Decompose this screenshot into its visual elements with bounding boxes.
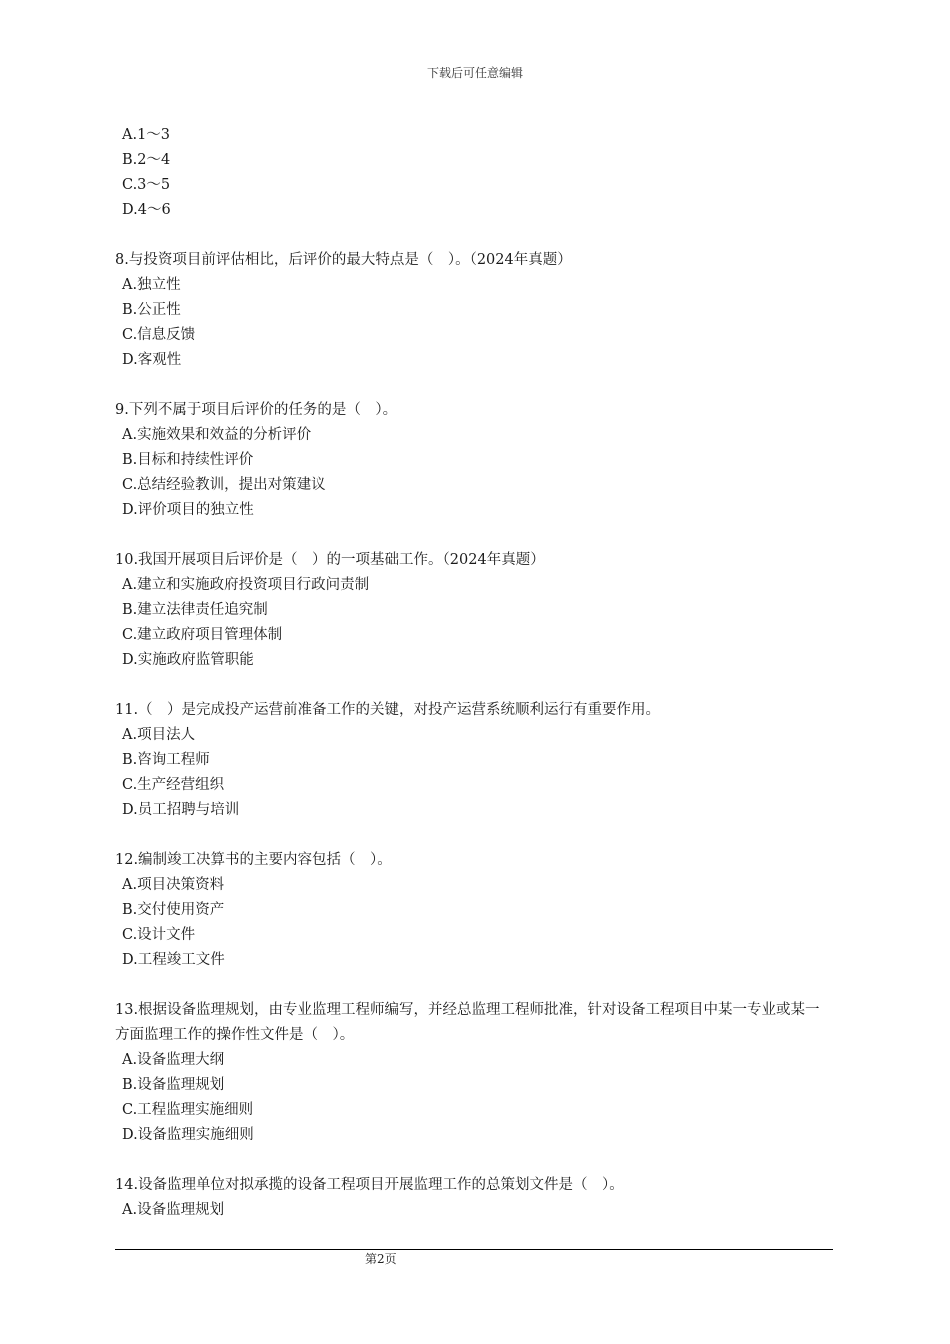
question-text: 11.（ ）是完成投产运营前准备工作的关键，对投产运营系统顺利运行有重要作用。 bbox=[115, 702, 661, 718]
option-b: B.目标和持续性评价 bbox=[122, 452, 254, 468]
question-block-13 bbox=[115, 998, 833, 1148]
question-text: 12.编制竣工决算书的主要内容包括（ ）。 bbox=[115, 852, 392, 868]
option-c: C.3～5 bbox=[122, 177, 171, 193]
document-body bbox=[115, 123, 833, 1248]
question-text: 9.下列不属于项目后评价的任务的是（ ）。 bbox=[115, 402, 398, 418]
question-block-8 bbox=[115, 248, 833, 373]
option-a: A.实施效果和效益的分析评价 bbox=[122, 427, 312, 443]
question-text: 14.设备监理单位对拟承揽的设备工程项目开展监理工作的总策划文件是（ ）。 bbox=[115, 1177, 624, 1193]
page-header: 下载后可任意编辑 bbox=[426, 66, 523, 80]
option-d: D.员工招聘与培训 bbox=[122, 802, 240, 818]
option-c: C.设计文件 bbox=[122, 927, 196, 943]
option-a: A.独立性 bbox=[122, 277, 181, 293]
option-a: A.1～3 bbox=[122, 127, 171, 143]
question-block-11 bbox=[115, 698, 833, 823]
option-b: B.设备监理规划 bbox=[122, 1077, 225, 1093]
question-text: 13.根据设备监理规划，由专业监理工程师编写，并经总监理工程师批准，针对设备工程项目中某一专业或某一方面监理工作的操作性文件是（ ）。 bbox=[115, 1002, 820, 1043]
option-d: D.客观性 bbox=[122, 352, 182, 368]
option-c: C.生产经营组织 bbox=[122, 777, 225, 793]
page-number: 第2页 bbox=[365, 1252, 397, 1266]
option-a: A.设备监理规划 bbox=[122, 1202, 225, 1218]
option-d: D.设备监理实施细则 bbox=[122, 1127, 254, 1143]
question-block-10 bbox=[115, 548, 833, 673]
footer-divider bbox=[115, 1249, 833, 1250]
option-a: A.设备监理大纲 bbox=[122, 1052, 225, 1068]
option-b: B.建立法律责任追究制 bbox=[122, 602, 268, 618]
question-text: 8.与投资项目前评估相比，后评价的最大特点是（ ）。（2024年真题） bbox=[115, 252, 572, 268]
question-block-12 bbox=[115, 848, 833, 973]
option-b: B.2～4 bbox=[122, 152, 171, 168]
option-d: D.评价项目的独立性 bbox=[122, 502, 254, 518]
question-block-14 bbox=[115, 1173, 833, 1223]
question-block-9 bbox=[115, 398, 833, 523]
option-b: B.咨询工程师 bbox=[122, 752, 210, 768]
option-d: D.实施政府监管职能 bbox=[122, 652, 254, 668]
option-c: C.建立政府项目管理体制 bbox=[122, 627, 283, 643]
option-d: D.工程竣工文件 bbox=[122, 952, 225, 968]
question-text: 10.我国开展项目后评价是（ ）的一项基础工作。（2024年真题） bbox=[115, 552, 545, 568]
option-b: B.公正性 bbox=[122, 302, 181, 318]
option-a: A.建立和实施政府投资项目行政问责制 bbox=[122, 577, 370, 593]
option-c: C.总结经验教训，提出对策建议 bbox=[122, 477, 326, 493]
option-c: C.信息反馈 bbox=[122, 327, 196, 343]
option-c: C.工程监理实施细则 bbox=[122, 1102, 254, 1118]
question-block-7 bbox=[115, 123, 833, 223]
option-a: A.项目决策资料 bbox=[122, 877, 225, 893]
option-b: B.交付使用资产 bbox=[122, 902, 225, 918]
option-d: D.4～6 bbox=[122, 202, 171, 218]
option-a: A.项目法人 bbox=[122, 727, 196, 743]
